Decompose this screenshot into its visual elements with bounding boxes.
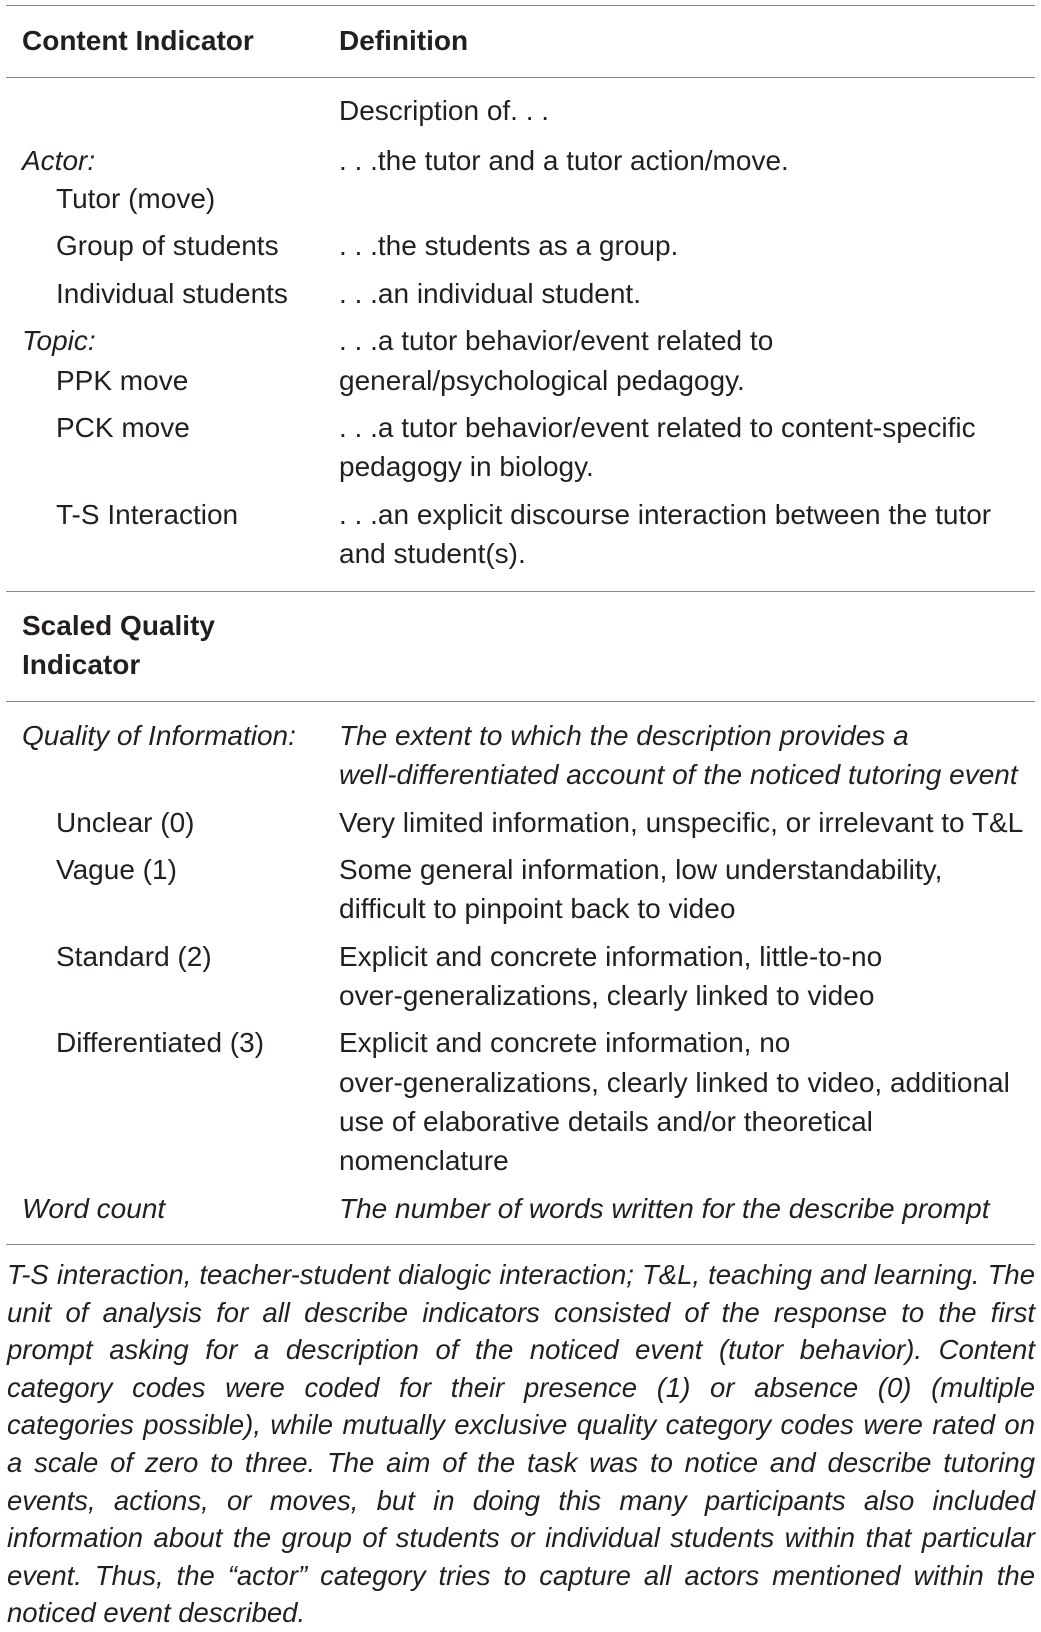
column-header-content-indicator: Content Indicator bbox=[22, 25, 254, 56]
definition-group-of-students: . . .the students as a group. bbox=[339, 230, 679, 261]
indicator-ppk-move: PPK move bbox=[56, 365, 189, 396]
category-topic: Topic: bbox=[22, 325, 96, 356]
definition-individual-students: . . .an individual student. bbox=[339, 278, 641, 309]
definition-topic-line-2: general/psychological pedagogy. bbox=[339, 365, 745, 396]
definition-pck-move-line-1: . . .a tutor behavior/event related to content-specific bbox=[339, 412, 976, 443]
definition-standard-line-1: Explicit and concrete information, little-to-no bbox=[339, 941, 883, 972]
definition-ts-interaction-line-2: and student(s). bbox=[339, 538, 526, 569]
definition-standard-line-2: over-generalizations, clearly linked to video bbox=[339, 980, 875, 1011]
definition-quality-line-2: well-differentiated account of the noticed tutoring event bbox=[339, 759, 1018, 790]
indicator-individual-students: Individual students bbox=[56, 278, 288, 309]
table-top-rule bbox=[6, 5, 1035, 6]
category-actor: Actor: bbox=[22, 145, 96, 176]
indicator-standard: Standard (2) bbox=[56, 941, 212, 972]
header-rule bbox=[6, 77, 1035, 78]
definition-actor: . . .the tutor and a tutor action/move. bbox=[339, 145, 789, 176]
definition-differentiated-line-1: Explicit and concrete information, no bbox=[339, 1027, 791, 1058]
category-word-count: Word count bbox=[22, 1193, 166, 1224]
indicator-vague: Vague (1) bbox=[56, 854, 177, 885]
indicator-differentiated: Differentiated (3) bbox=[56, 1027, 265, 1058]
definition-vague-line-1: Some general information, low understandability, bbox=[339, 854, 943, 885]
definition-word-count: The number of words written for the describe prompt bbox=[339, 1193, 990, 1224]
definition-pck-move-line-2: pedagogy in biology. bbox=[339, 451, 594, 482]
category-quality-of-information: Quality of Information: bbox=[22, 720, 296, 751]
indicator-tutor-move: Tutor (move) bbox=[56, 183, 216, 214]
definition-unclear: Very limited information, unspecific, or irrelevant to T&L bbox=[339, 807, 1024, 838]
definition-vague-line-2: difficult to pinpoint back to video bbox=[339, 893, 736, 924]
definition-quality-line-1: The extent to which the description provides a bbox=[339, 720, 909, 751]
definition-ts-interaction-line-1: . . .an explicit discourse interaction between the tutor bbox=[339, 499, 992, 530]
column-header-definition: Definition bbox=[339, 25, 469, 56]
definition-differentiated-line-2: over-generalizations, clearly linked to video, additional bbox=[339, 1067, 1010, 1098]
quality-header-rule bbox=[6, 701, 1035, 702]
indicator-unclear: Unclear (0) bbox=[56, 807, 195, 838]
table-footnote: T-S interaction, teacher-student dialogic interaction; T&L, teaching and learning. The unit of analysis for all describe indicators consisted of the response to the first prompt asking for a description of the noticed event (tutor behavior). Content category codes were coded for their presence (1) or absence (0) (multiple categories possible), while mutually exclusive quality category codes were rated on a scale of zero to three. The aim of the task was to notice and describe tutoring events, actions, or moves, but in doing this many participants also included information about the group of students or individual students within that particular event. Thus, the “actor” category tries to capture all actors mentioned within the noticed event described. bbox=[7, 1259, 1035, 1629]
description-preamble: Description of. . . bbox=[339, 95, 550, 126]
quality-header-line-2: Indicator bbox=[22, 649, 141, 680]
section-rule bbox=[6, 591, 1035, 592]
definition-differentiated-line-3: use of elaborative details and/or theoretical bbox=[339, 1106, 873, 1137]
indicator-pck-move: PCK move bbox=[56, 412, 190, 443]
definition-topic-line-1: . . .a tutor behavior/event related to bbox=[339, 325, 774, 356]
indicator-group-of-students: Group of students bbox=[56, 230, 279, 261]
definition-differentiated-line-4: nomenclature bbox=[339, 1145, 509, 1176]
indicator-ts-interaction: T-S Interaction bbox=[56, 499, 239, 530]
table-bottom-rule bbox=[6, 1244, 1035, 1245]
quality-header-line-1: Scaled Quality bbox=[22, 610, 215, 641]
